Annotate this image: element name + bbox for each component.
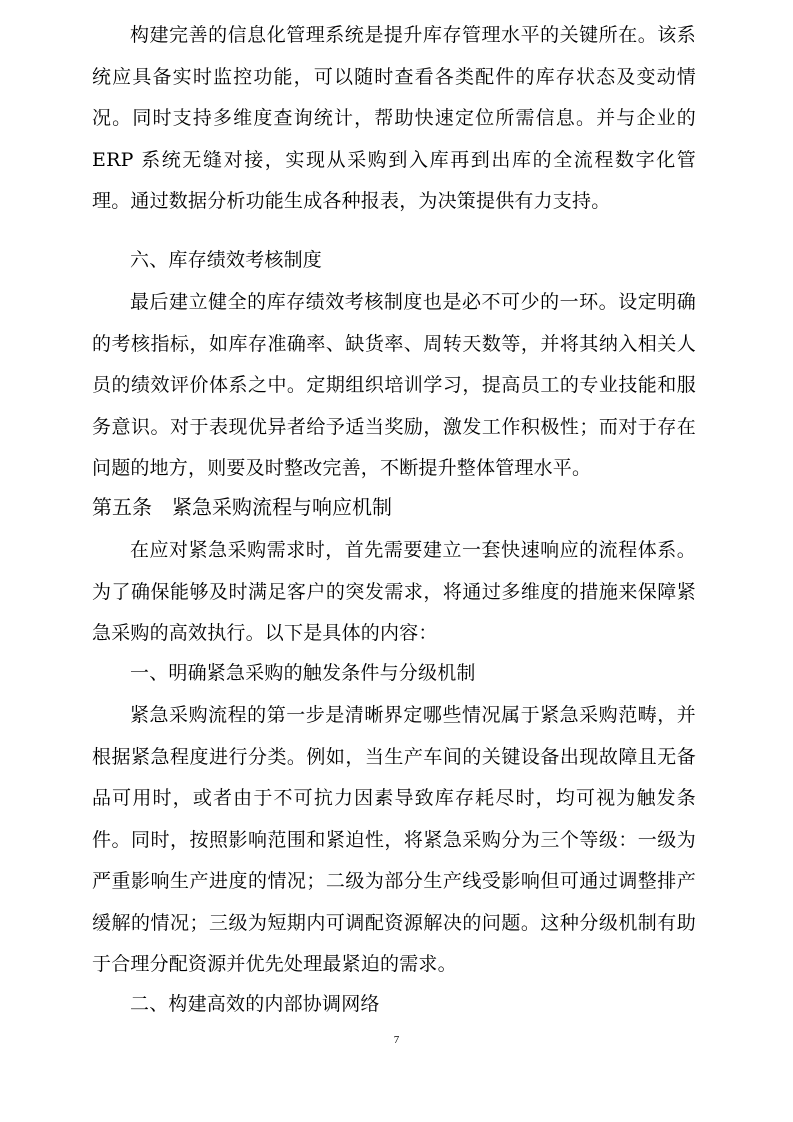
heading-inventory-performance: 六、库存绩效考核制度 (130, 249, 323, 271)
heading-trigger-conditions: 一、明确紧急采购的触发条件与分级机制 (130, 662, 476, 684)
paragraph-grading-mechanism: 紧急采购流程的第一步是清晰界定哪些情况属于紧急采购范畴，并根据紧急程度进行分类。例如，当生产车间的关键设备出现故障且无备品可用时，或者由于不可抗力因素导致库存耗尽时，均可视为触发条件。同时，按照影响范围和紧迫性，将紧急采购分为三个等级：一级为严重影响生产进度的情况；二级为部分生产线受影响但可通过调整排产缓解的情况；三级为短期内可调配资源解决的问题。这种分级机制有助于合理分配资源并优先处理最紧迫的需求。 (92, 704, 696, 975)
paragraph-emergency-intro: 在应对紧急采购需求时，首先需要建立一套快速响应的流程体系。为了确保能够及时满足客户的突发需求，将通过多维度的措施来保障紧急采购的高效执行。以下是具体的内容： (92, 539, 696, 644)
paragraph-performance-evaluation: 最后建立健全的库存绩效考核制度也是必不可少的一环。设定明确的考核指标，如库存准确率、缺货率、周转天数等，并将其纳入相关人员的绩效评价体系之中。定期组织培训学习，提高员工的专业技能和服务意识。对于表现优异者给予适当奖励，激发工作积极性；而对于存在问题的地方，则要及时整改完善，不断提升整体管理水平。 (92, 291, 696, 479)
document-page (92, 0, 696, 1122)
page-number: 7 (393, 1034, 400, 1046)
heading-coordination-network: 二、构建高效的内部协调网络 (130, 993, 380, 1015)
article-title: 第五条 紧急采购流程与响应机制 (92, 495, 392, 519)
paragraph-info-system: 构建完善的信息化管理系统是提升库存管理水平的关键所在。该系统应具备实时监控功能，可以随时查看各类配件的库存状态及变动情况。同时支持多维度查询统计，帮助快速定位所需信息。并与企业的 ERP 系统无缝对接，实现从采购到入库再到出库的全流程数字化管理。通过数据分析功能生成各种报表，为决策提供有力支持。 (92, 24, 696, 212)
